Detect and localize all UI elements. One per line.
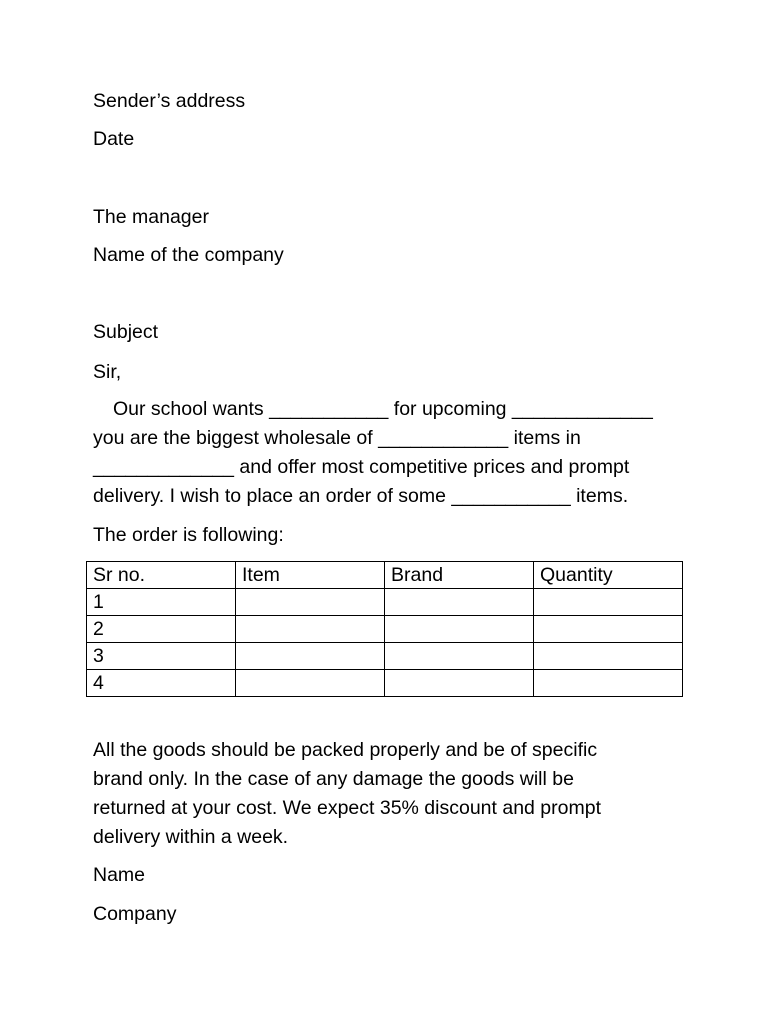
item-cell <box>236 670 385 697</box>
column-header-brand: Brand <box>385 562 534 589</box>
body-line: you are the biggest wholesale of ____________ items in <box>93 427 581 449</box>
brand-cell <box>385 589 534 616</box>
order-intro: The order is following: <box>93 524 284 546</box>
signature-company: Company <box>93 903 177 925</box>
body-paragraph <box>93 395 693 511</box>
column-header-item: Item <box>236 562 385 589</box>
table-row <box>87 589 683 616</box>
closing-line: delivery within a week. <box>93 826 289 848</box>
closing-paragraph <box>93 736 693 852</box>
column-header-sr-no: Sr no. <box>87 562 236 589</box>
body-line: delivery. I wish to place an order of some ___________ items. <box>93 485 629 507</box>
sr-no-cell: 2 <box>87 616 236 643</box>
table-row <box>87 643 683 670</box>
item-cell <box>236 589 385 616</box>
brand-cell <box>385 643 534 670</box>
quantity-cell <box>534 616 683 643</box>
recipient-company: Name of the company <box>93 244 284 266</box>
brand-cell <box>385 616 534 643</box>
sr-no-cell: 4 <box>87 670 236 697</box>
body-line: Our school wants ___________ for upcoming _____________ <box>113 398 653 420</box>
quantity-cell <box>534 589 683 616</box>
item-cell <box>236 643 385 670</box>
column-header-quantity: Quantity <box>534 562 683 589</box>
closing-line: brand only. In the case of any damage the goods will be <box>93 768 574 790</box>
closing-line: All the goods should be packed properly and be of specific <box>93 739 598 761</box>
sender-address: Sender’s address <box>93 90 246 112</box>
quantity-cell <box>534 670 683 697</box>
date-line: Date <box>93 128 135 150</box>
subject-line: Subject <box>93 321 159 343</box>
brand-cell <box>385 670 534 697</box>
recipient-title: The manager <box>93 206 209 228</box>
sr-no-cell: 3 <box>87 643 236 670</box>
signature-name: Name <box>93 864 146 886</box>
salutation: Sir, <box>93 361 122 383</box>
order-table <box>86 561 683 697</box>
item-cell <box>236 616 385 643</box>
body-line: _____________ and offer most competitive prices and prompt <box>93 456 630 478</box>
table-row <box>87 616 683 643</box>
quantity-cell <box>534 643 683 670</box>
closing-line: returned at your cost. We expect 35% discount and prompt <box>93 797 601 819</box>
table-row <box>87 670 683 697</box>
sr-no-cell: 1 <box>87 589 236 616</box>
table-header-row <box>87 562 683 589</box>
